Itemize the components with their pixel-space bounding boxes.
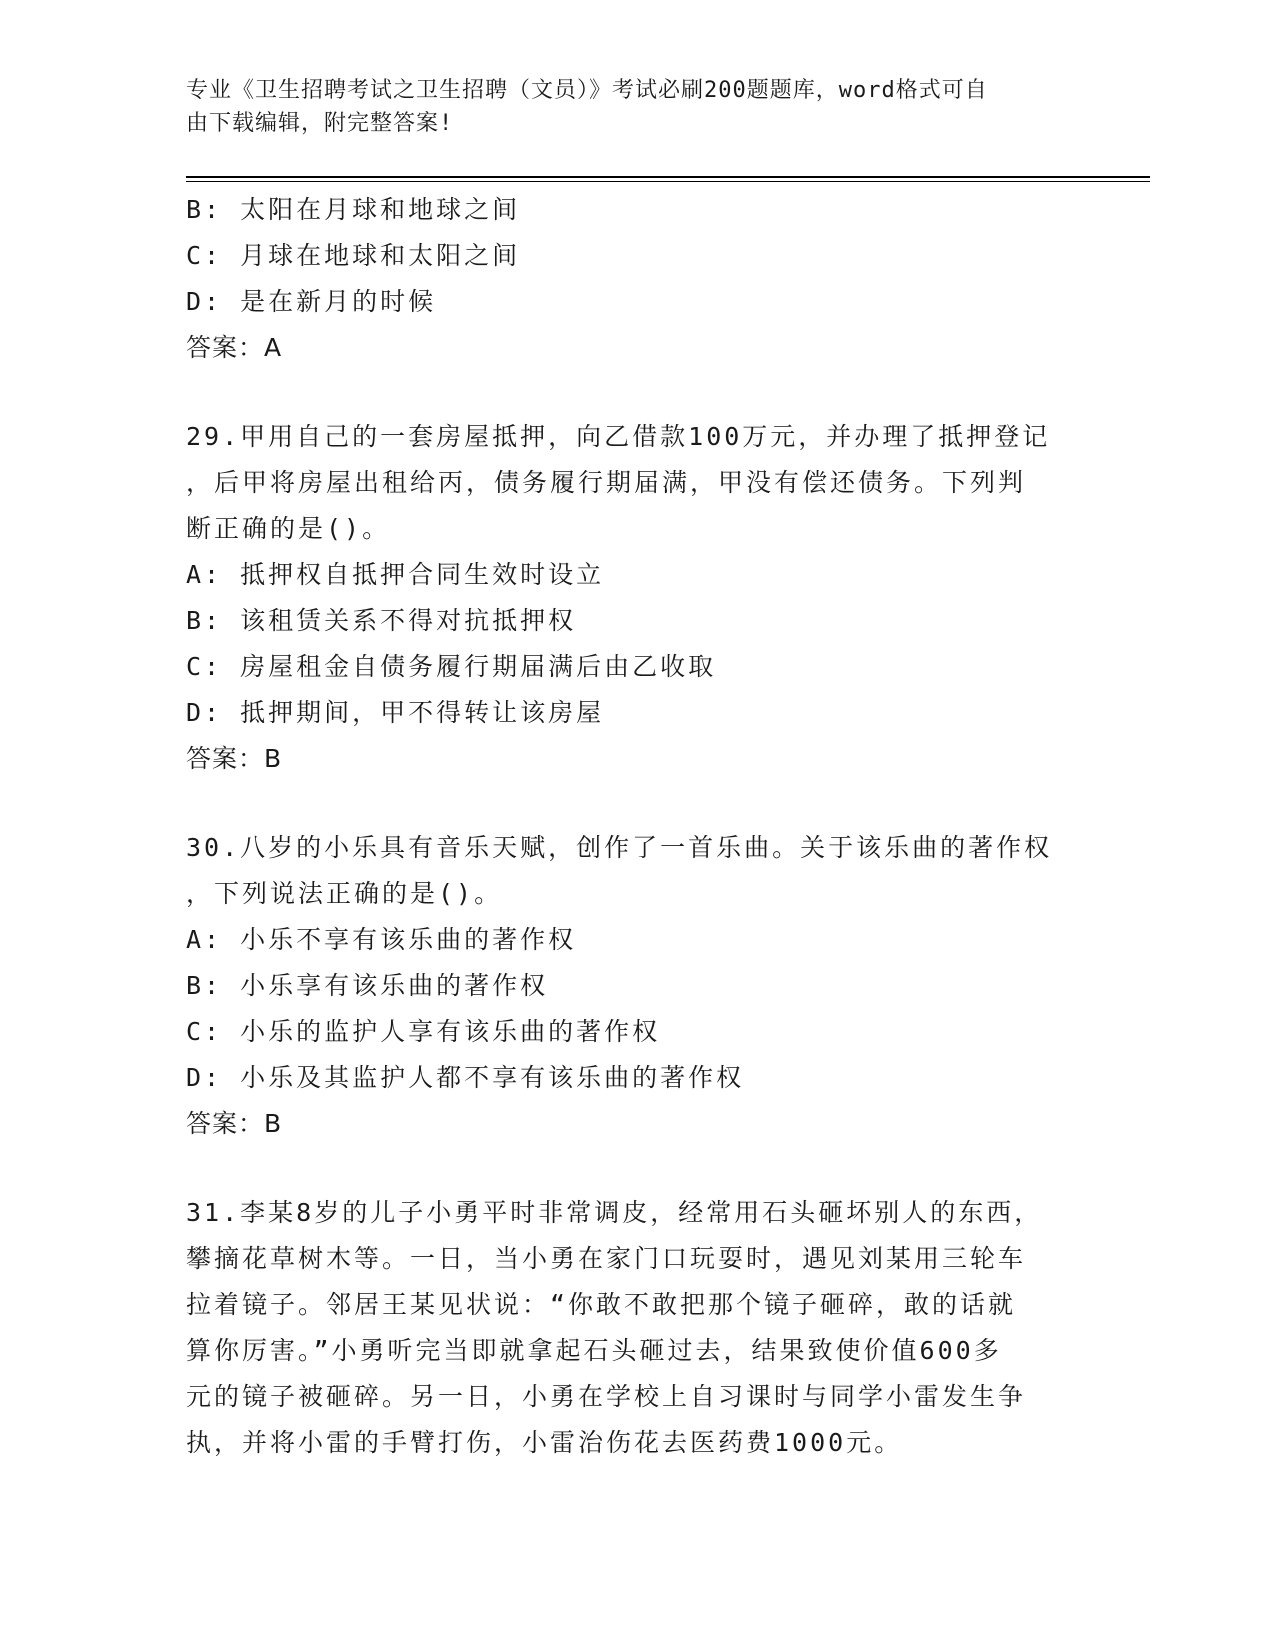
question-stem-line: 30.八岁的小乐具有音乐天赋，创作了一首乐曲。关于该乐曲的著作权 (186, 833, 1053, 862)
header-line-1: 专业《卫生招聘考试之卫生招聘（文员）》考试必刷200题题库，word格式可自 (186, 78, 988, 103)
answer-label: 答案：B (186, 1109, 283, 1138)
question-stem-line: ，后甲将房屋出租给丙，债务履行期届满，甲没有偿还债务。下列判 (186, 468, 1027, 497)
option-b: B: 小乐享有该乐曲的著作权 (186, 971, 549, 1000)
option-c: C: 月球在地球和太阳之间 (186, 241, 521, 270)
spacer (186, 1147, 1086, 1190)
option-c: C: 房屋租金自债务履行期届满后由乙收取 (186, 652, 717, 681)
question-stem-line: 29.甲用自己的一套房屋抵押，向乙借款100万元，并办理了抵押登记 (186, 422, 1051, 451)
option-b: B: 该租赁关系不得对抗抵押权 (186, 606, 577, 635)
question-stem-line: 元的镜子被砸碎。另一日，小勇在学校上自习课时与同学小雷发生争 (186, 1382, 1027, 1411)
header-line-2: 由下载编辑，附完整答案! (186, 111, 454, 136)
question-stem-line: ，下列说法正确的是()。 (186, 879, 503, 908)
question-stem-line: 攀摘花草树木等。一日，当小勇在家门口玩耍时，遇见刘某用三轮车 (186, 1244, 1027, 1273)
document-body (186, 187, 1086, 1466)
answer-label: 答案：A (186, 333, 283, 362)
option-d: D: 抵押期间，甲不得转让该房屋 (186, 698, 605, 727)
spacer (186, 782, 1086, 825)
question-stem-line: 断正确的是()。 (186, 514, 391, 543)
question-stem-line: 算你厉害。”小勇听完当即就拿起石头砸过去，结果致使价值600多 (186, 1336, 1002, 1365)
question-stem-line: 拉着镜子。邻居王某见状说：“你敢不敢把那个镜子砸碎，敢的话就 (186, 1290, 1017, 1319)
header-divider-thin (186, 181, 1150, 182)
page-header (186, 74, 1066, 140)
question-stem-line: 执，并将小雷的手臂打伤，小雷治伤花去医药费1000元。 (186, 1428, 903, 1457)
option-b: B: 太阳在月球和地球之间 (186, 195, 521, 224)
option-d: D: 小乐及其监护人都不享有该乐曲的著作权 (186, 1063, 745, 1092)
question-29 (186, 414, 1086, 782)
header-divider-thick (186, 176, 1150, 178)
option-a: A: 抵押权自抵押合同生效时设立 (186, 560, 605, 589)
question-30 (186, 825, 1086, 1147)
spacer (186, 371, 1086, 414)
option-d: D: 是在新月的时候 (186, 287, 437, 316)
question-28 (186, 187, 1086, 371)
option-a: A: 小乐不享有该乐曲的著作权 (186, 925, 577, 954)
option-c: C: 小乐的监护人享有该乐曲的著作权 (186, 1017, 661, 1046)
question-stem-line: 31.李某8岁的儿子小勇平时非常调皮，经常用石头砸坏别人的东西， (186, 1198, 1043, 1227)
answer-label: 答案：B (186, 744, 283, 773)
question-31 (186, 1190, 1086, 1466)
